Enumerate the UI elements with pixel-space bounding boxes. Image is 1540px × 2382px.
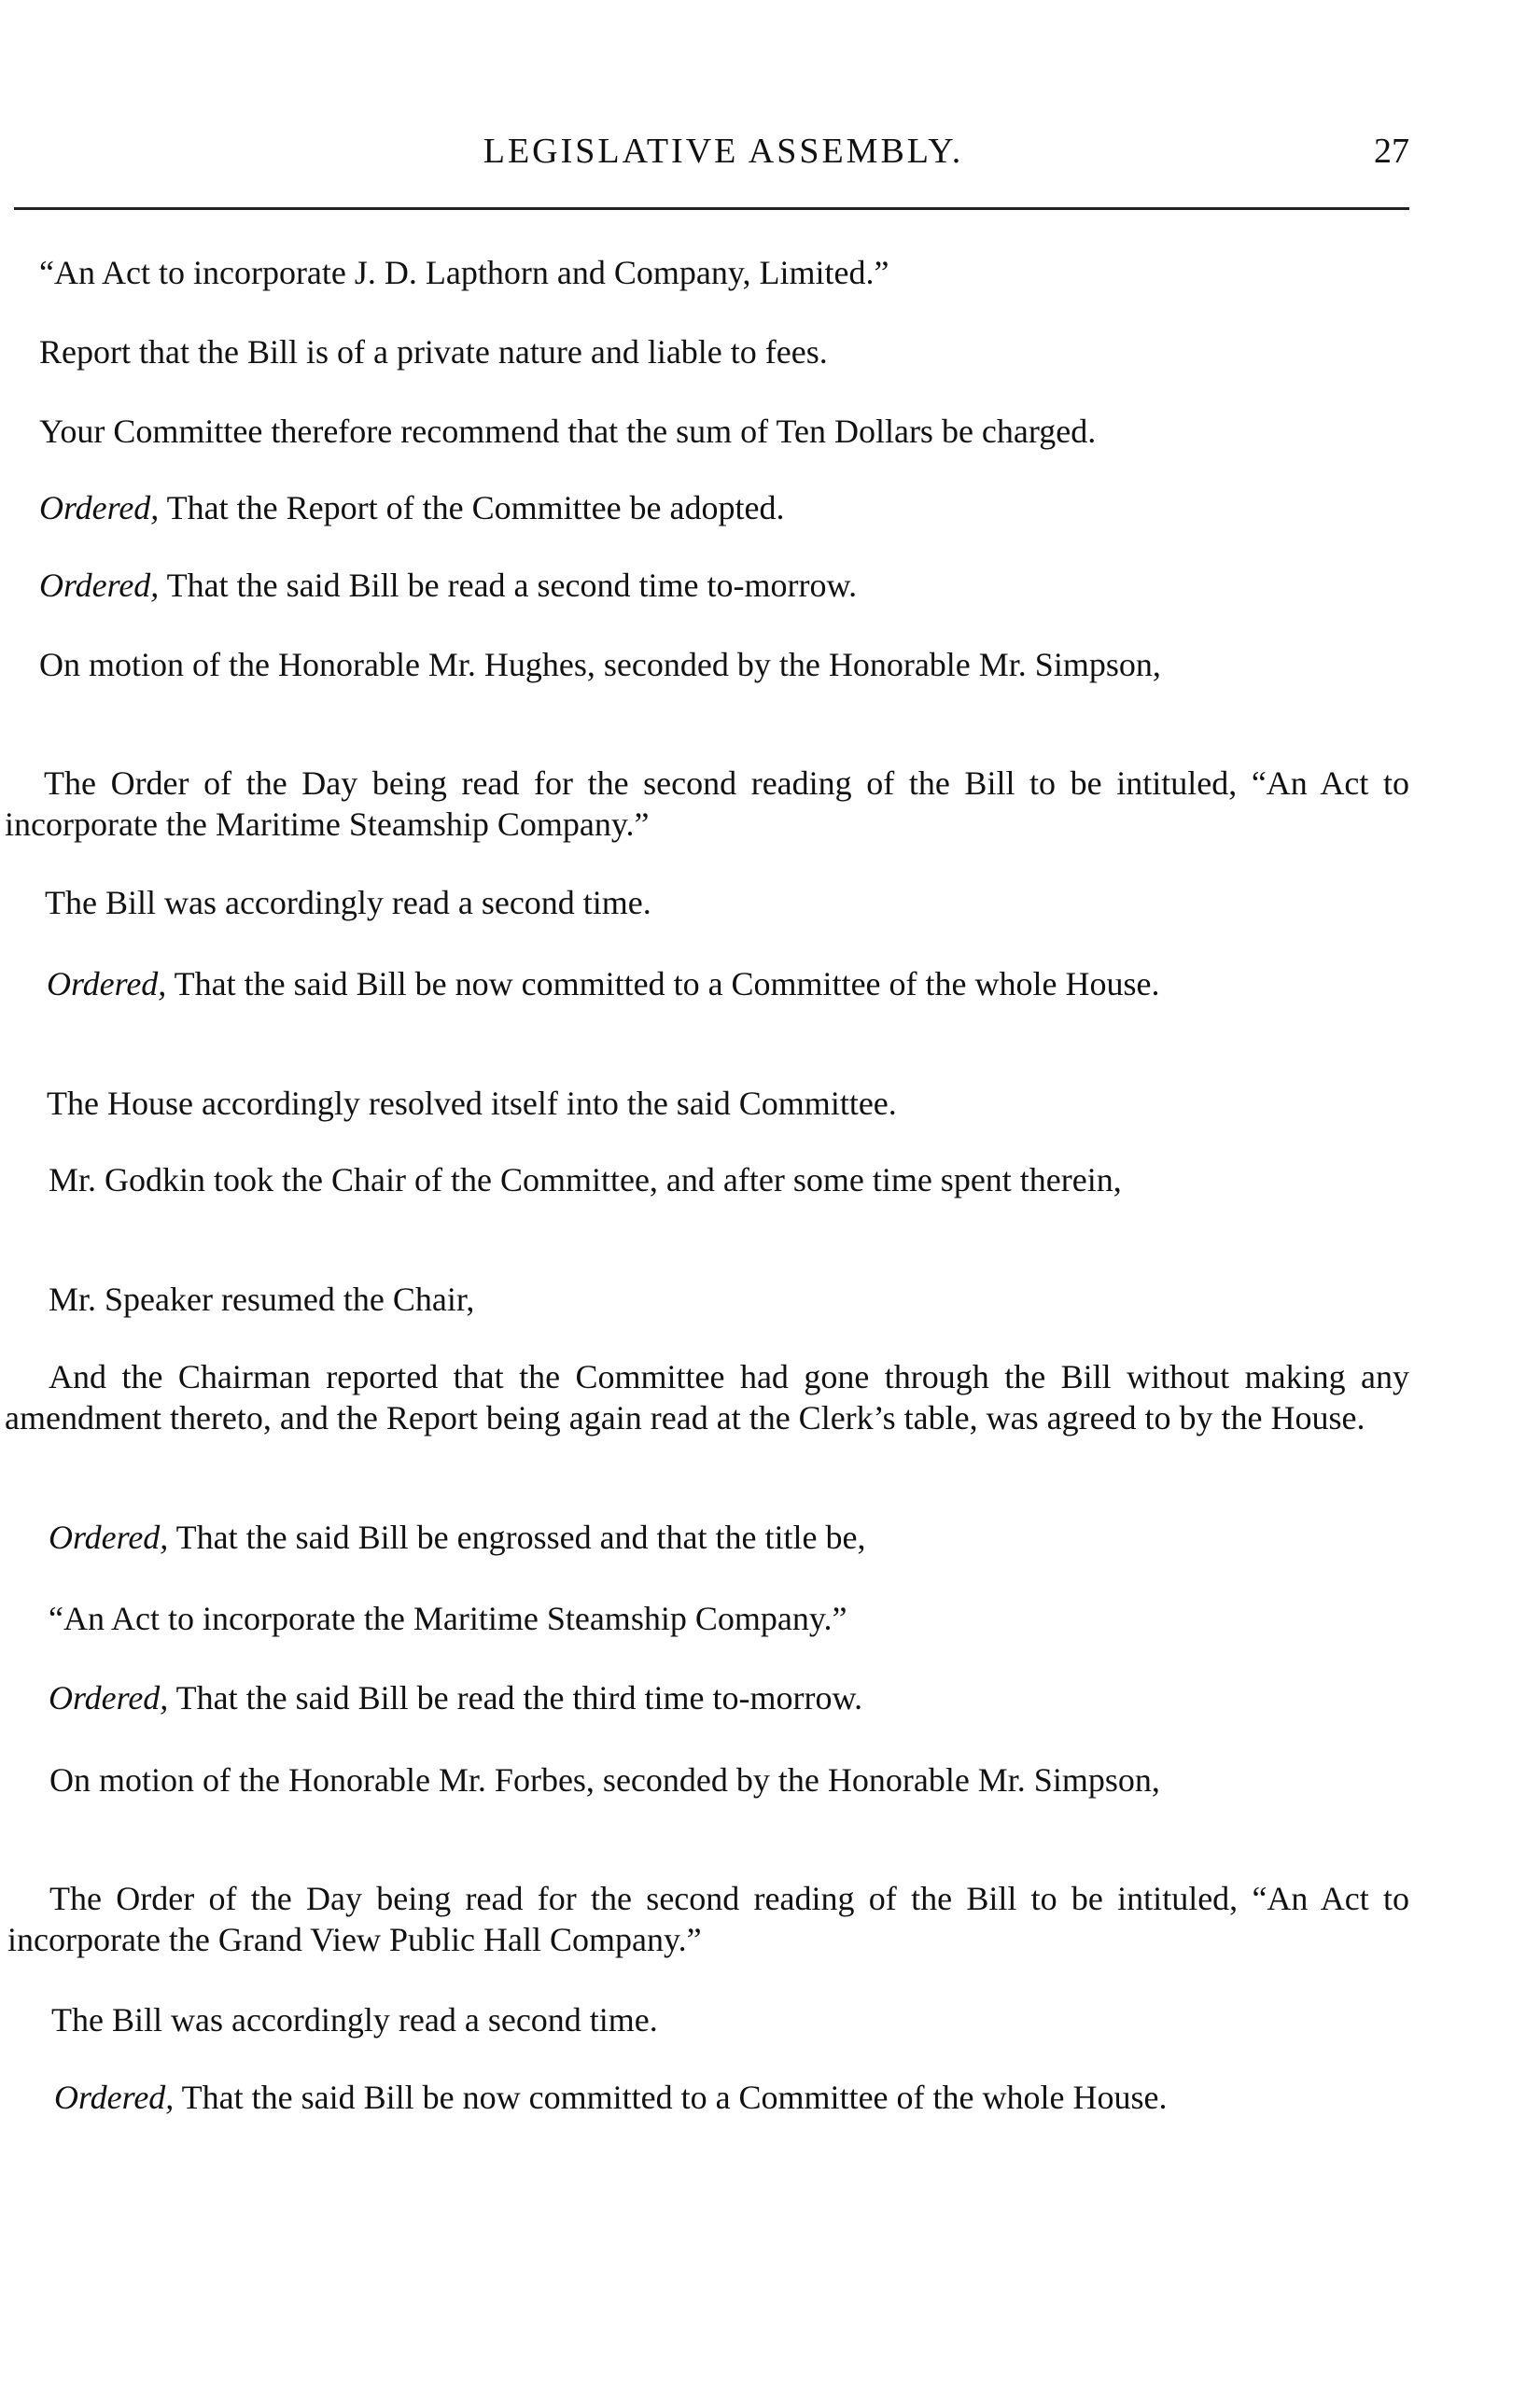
paragraph	[47, 1083, 897, 1124]
paragraph-text: On motion of the Honorable Mr. Hughes, seconded by the Honorable Mr. Simpson,	[39, 646, 1161, 683]
paragraph	[5, 644, 1409, 685]
paragraph	[39, 252, 889, 293]
paragraph	[5, 763, 1409, 845]
page-number: 27	[1374, 132, 1409, 171]
ordered-lead: Ordered,	[54, 2079, 175, 2116]
paragraph-text: On motion of the Honorable Mr. Forbes, seconded by the Honorable Mr. Simpson,	[49, 1761, 1160, 1799]
paragraph-text: That the said Bill be now committed to a Committee of the whole House.	[174, 2079, 1168, 2116]
paragraph	[5, 1356, 1409, 1438]
paragraph-text: And the Chairman reported that the Committee had gone through the Bill without making any amendment thereto, and the Report being again read at the Clerk’s table, was agreed to by the House.	[5, 1358, 1409, 1436]
paragraph	[49, 1517, 865, 1558]
ordered-lead: Ordered,	[47, 965, 167, 1002]
paragraph-text: That the said Bill be engrossed and that the title be,	[168, 1519, 866, 1556]
paragraph-text: The Bill was accordingly read a second time.	[51, 2001, 658, 2039]
paragraph	[39, 411, 1096, 452]
paragraph	[49, 1279, 474, 1320]
paragraph-text: That the Report of the Committee be adopted.	[159, 489, 785, 526]
paragraph	[9, 2077, 1409, 2118]
paragraph-text: Mr. Godkin took the Chair of the Committee, and after some time spent therein,	[49, 1161, 1122, 1198]
paragraph	[49, 1598, 847, 1639]
paragraph-text: The Order of the Day being read for the second reading of the Bill to be intituled, “An Act to incorporate the Grand View Public Hall Company.”	[7, 1880, 1409, 1958]
paragraph-text: Report that the Bill is of a private nature and liable to fees.	[39, 333, 828, 371]
paragraph-text: The Bill was accordingly read a second time.	[45, 884, 651, 921]
paragraph	[45, 882, 651, 923]
paragraph	[5, 963, 1409, 1004]
paragraph	[39, 487, 784, 528]
paragraph-text: That the said Bill be read the third time to-morrow.	[168, 1679, 863, 1716]
paragraph	[7, 1759, 1409, 1801]
paragraph	[49, 1677, 862, 1718]
paragraph-text: The Order of the Day being read for the second reading of the Bill to be intituled, “An Act to incorporate the Maritime Steamship Company.”	[5, 764, 1409, 843]
ordered-lead: Ordered,	[39, 489, 160, 526]
paragraph	[39, 331, 828, 372]
running-head: LEGISLATIVE ASSEMBLY.	[483, 132, 964, 171]
paragraph-text: “An Act to incorporate the Maritime Steamship Company.”	[49, 1600, 847, 1637]
ordered-lead: Ordered,	[49, 1519, 169, 1556]
paragraph	[5, 1159, 1409, 1200]
paragraph-text: Mr. Speaker resumed the Chair,	[49, 1281, 475, 1318]
paragraph-text: That the said Bill be read a second time to-morrow.	[159, 567, 858, 604]
ordered-lead: Ordered,	[39, 567, 160, 604]
paragraph-text: The House accordingly resolved itself into the said Committee.	[47, 1085, 897, 1122]
paragraph-text: Your Committee therefore recommend that the sum of Ten Dollars be charged.	[39, 413, 1097, 450]
paragraph-text: “An Act to incorporate J. D. Lapthorn and Company, Limited.”	[39, 254, 889, 291]
ordered-lead: Ordered,	[49, 1679, 169, 1716]
paragraph	[39, 565, 857, 606]
paragraph	[7, 1878, 1409, 1960]
paragraph-text: That the said Bill be now committed to a Committee of the whole House.	[166, 965, 1160, 1002]
paragraph	[51, 1999, 658, 2040]
page-header	[37, 131, 1409, 187]
header-rule	[14, 207, 1409, 210]
